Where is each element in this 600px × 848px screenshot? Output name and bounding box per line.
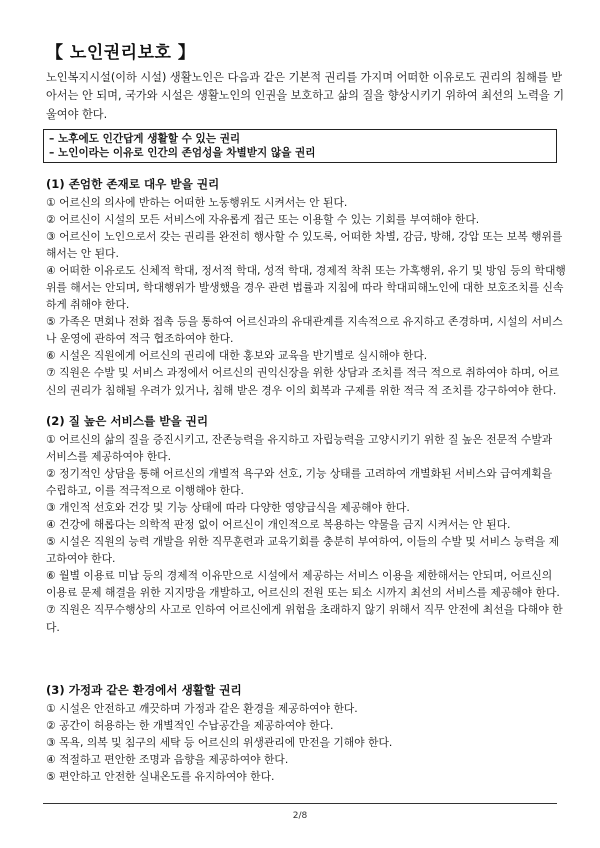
list-item: ① 어르신의 의사에 반하는 어떠한 노동행위도 시켜서는 안 된다.	[46, 196, 348, 209]
section-heading: (1) 존엄한 존재로 대우 받을 권리	[46, 177, 220, 191]
list-item: ② 공간이 허용하는 한 개별적인 수납공간을 제공하여야 한다.	[46, 719, 334, 733]
principles-box	[43, 129, 557, 163]
list-item: ④ 어떠한 이유로도 신체적 학대, 정서적 학대, 성적 학대, 경제적 착취 또는 가혹행위, 유기 및 방임 등의 학대행위를 해서는 안되며, 학대행위가 발생했을 경우 관련 법률과 지침에 따라 학대피해노인에 대한 보호조치를 신속하게 취해야 한다.	[46, 264, 566, 312]
list-item: ① 어르신의 삶의 질을 증진시키고, 잔존능력을 유지하고 자립능력을 고양시키기 위한 질 높은 전문적 수발과 서비스를 제공하여야 한다.	[46, 433, 553, 464]
section-home-environment	[46, 681, 566, 785]
section-heading: (2) 질 높은 서비스를 받을 권리	[46, 414, 209, 428]
page-number: 2/8	[292, 811, 308, 821]
list-item: ⑥ 시설은 직원에게 어르신의 권리에 대한 홍보와 교육을 반기별로 실시해야 한다.	[46, 349, 428, 363]
list-item: ② 정기적인 상담을 통해 어르신의 개별적 욕구와 선호, 기능 상태를 고려하여 개별화된 서비스와 급여계획을 수립하고, 이를 적극적으로 이행해야 한다.	[46, 467, 553, 498]
page-title: 【 노인권리보호 】	[46, 43, 196, 63]
list-item: ③ 개인적 선호와 건강 및 기능 상태에 따라 다양한 영양급식을 제공해야 한다.	[46, 501, 410, 515]
intro-paragraph: 노인복지시설(이하 시설) 생활노인은 다음과 같은 기본적 권리를 가지며 어떠한 이유로도 권리의 침해를 받아서는 안 되며, 국가와 시설은 생활노인의 인권을 보호하고 삶의 질을 향상시키기 위하여 최선의 노력을 기울여야 한다.	[46, 71, 565, 121]
list-item: ④ 건강에 해롭다는 의학적 판정 없이 어르신이 개인적으로 복용하는 약물을 금지 시켜서는 안 된다.	[46, 518, 511, 532]
list-item: ⑤ 시설은 직원의 능력 개발을 위한 직무훈련과 교육기회를 충분히 부여하여, 이들의 수발 및 서비스 능력을 제고하여야 한다.	[46, 535, 560, 566]
list-item: ⑤ 편안하고 안전한 실내온도를 유지하여야 한다.	[46, 770, 275, 784]
list-item: ⑦ 직원은 직무수행상의 사고로 인하여 어르신에게 위험을 초래하지 않기 위해서 직무 안전에 최선을 다해야 한다.	[46, 603, 563, 634]
list-item: ⑦ 직원은 수발 및 서비스 과정에서 어르신의 권익신장을 위한 상담과 조치를 적극 적으로 취하여야 하며, 어르신의 권리가 침해될 우려가 있거나, 침해 받은 경우 이의 회복과 구제를 위한 적극 적 조치를 강구하여야 한다.	[46, 366, 560, 397]
principle-item: – 노인이라는 이유로 인간의 존엄성을 차별받지 않을 권리	[49, 146, 316, 159]
section-quality-service	[46, 412, 566, 636]
list-item: ④ 적절하고 편안한 조명과 음향을 제공하여야 한다.	[46, 753, 289, 767]
section-dignity	[46, 175, 566, 399]
list-item: ② 어르신이 시설의 모든 서비스에 자유롭게 접근 또는 이용할 수 있는 기회를 부여해야 한다.	[46, 213, 480, 227]
principle-item: – 노후에도 인간답게 생활할 수 있는 권리	[49, 133, 241, 145]
list-item: ⑤ 가족은 면회나 전화 접촉 등을 통하여 어르신과의 유대관계를 지속적으로 유지하고 존경하며, 시설의 서비스나 운영에 관하여 적극 협조하여야 한다.	[46, 315, 563, 346]
footer-divider	[43, 803, 557, 804]
list-item: ③ 어르신이 노인으로서 갖는 권리를 완전히 행사할 수 있도록, 어떠한 차별, 감금, 방해, 강압 또는 보복 행위를 해서는 안 된다.	[46, 230, 563, 261]
list-item: ① 시설은 안전하고 깨끗하며 가정과 같은 환경을 제공하여야 한다.	[46, 702, 358, 715]
section-heading: (3) 가정과 같은 환경에서 생활할 권리	[46, 683, 242, 697]
list-item: ⑥ 월별 이용료 미납 등의 경제적 이유만으로 시설에서 제공하는 서비스 이용을 제한해서는 안되며, 어르신의 이용료 문제 해결을 위한 지지망을 개발하고, 어르신의 전원 또는 퇴소 시까지 최선의 서비스를 제공해야 한다.	[46, 569, 560, 600]
list-item: ③ 목욕, 의복 및 침구의 세탁 등 어르신의 위생관리에 만전을 기해야 한다.	[46, 736, 393, 750]
